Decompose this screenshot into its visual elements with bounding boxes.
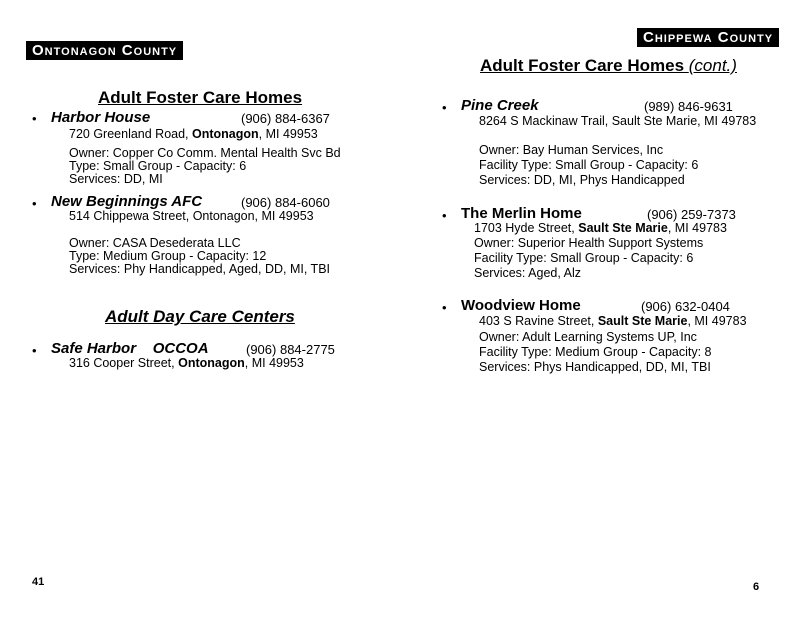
listing-type: Type: Medium Group - Capacity: 12: [69, 249, 267, 263]
listing-owner: Owner: Adult Learning Systems UP, Inc: [479, 330, 697, 344]
listing-owner: Owner: Bay Human Services, Inc: [479, 143, 664, 157]
listing-address: 403 S Ravine Street, Sault Ste Marie, MI 49783: [479, 314, 747, 328]
section-title-adult-foster-care: Adult Foster Care Homes: [98, 88, 303, 107]
listing-name-harbor-house: Harbor House: [51, 109, 151, 126]
listing-address: 316 Cooper Street, Ontonagon, MI 49953: [69, 356, 304, 370]
listing-address: 8264 S Mackinaw Trail, Sault Ste Marie, MI 49783: [479, 114, 757, 128]
listing-type: Type: Small Group - Capacity: 6: [69, 159, 247, 173]
listing-type: Facility Type: Medium Group - Capacity: 8: [479, 345, 712, 359]
bullet-icon: •: [442, 300, 447, 315]
page-number: 6: [753, 581, 760, 593]
listing-type: Facility Type: Small Group - Capacity: 6: [479, 158, 699, 172]
section-title-adult-foster-care-cont: Adult Foster Care Homes (cont.): [480, 56, 737, 75]
listing-owner: Owner: Copper Co Comm. Mental Health Svc Bd: [69, 146, 341, 160]
listing-services: Services: Phys Handicapped, DD, MI, TBI: [479, 360, 711, 374]
listing-phone: (906) 632-0404: [641, 299, 730, 314]
listing-address: 514 Chippewa Street, Ontonagon, MI 49953: [69, 209, 314, 223]
bullet-icon: •: [442, 208, 447, 223]
listing-address: 1703 Hyde Street, Sault Ste Marie, MI 49783: [474, 221, 727, 235]
bullet-icon: •: [442, 100, 447, 115]
listing-phone: (906) 884-2775: [246, 342, 335, 357]
listing-address: 720 Greenland Road, Ontonagon, MI 49953: [69, 127, 318, 141]
listing-phone: (906) 884-6060: [241, 195, 330, 210]
section-title-adult-day-care: Adult Day Care Centers: [105, 307, 295, 326]
county-header-chippewa: Chippewa County: [637, 28, 779, 47]
listing-owner: Owner: Superior Health Support Systems: [474, 236, 704, 250]
listing-phone: (989) 846-9631: [644, 99, 733, 114]
listing-name-merlin-home: The Merlin Home: [461, 205, 582, 222]
listing-owner: Owner: CASA Desederata LLC: [69, 236, 241, 250]
listing-services: Services: Phy Handicapped, Aged, DD, MI, TBI: [69, 262, 331, 276]
listing-phone: (906) 884-6367: [241, 111, 330, 126]
page-number: 41: [32, 576, 45, 588]
listing-name-woodview-home: Woodview Home: [461, 297, 581, 314]
listing-type: Facility Type: Small Group - Capacity: 6: [474, 251, 694, 265]
bullet-icon: •: [32, 111, 37, 126]
county-header-ontonagon: Ontonagon County: [26, 41, 183, 60]
listing-services: Services: DD, MI: [69, 172, 163, 186]
listing-name-pine-creek: Pine Creek: [461, 97, 539, 114]
listing-name-safe-harbor: Safe Harbor OCCOA: [51, 340, 209, 357]
listing-services: Services: Aged, Alz: [474, 266, 582, 280]
listing-name-new-beginnings: New Beginnings AFC: [51, 193, 203, 210]
bullet-icon: •: [32, 196, 37, 211]
listing-services: Services: DD, MI, Phys Handicapped: [479, 173, 685, 187]
listing-phone: (906) 259-7373: [647, 207, 736, 222]
bullet-icon: •: [32, 343, 37, 358]
